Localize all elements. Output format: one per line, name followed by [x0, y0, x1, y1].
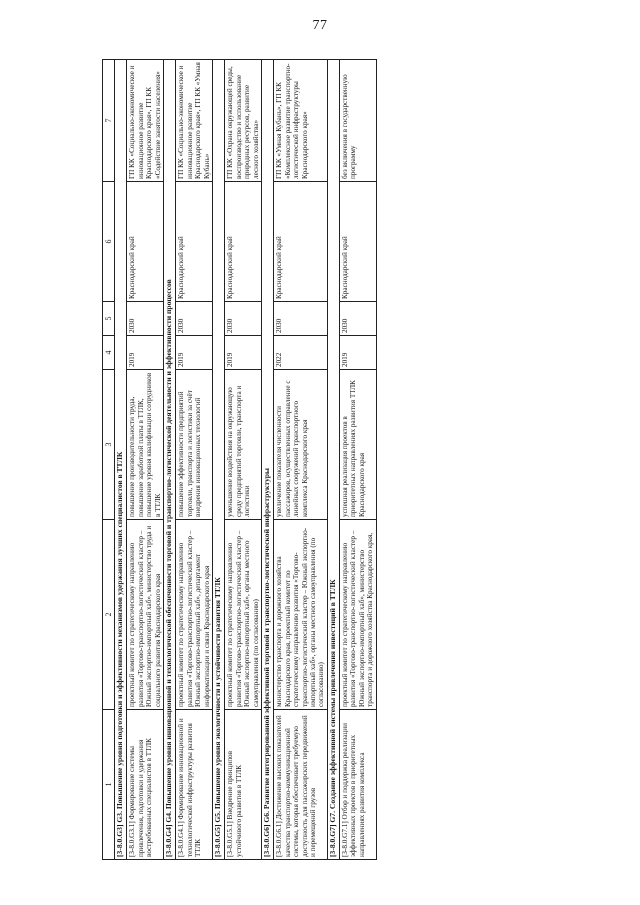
- section-row: [164, 60, 176, 860]
- territory-cell: Краснодарский край: [274, 182, 328, 302]
- responsible-cell: проектный комитет по стратегическому направлению развития «Торгово-транспортно-логистический кластер – Южный экспортно-импортный хаб», органы местного самоуправления (по согласованию): [225, 520, 262, 710]
- start-year-cell: 2019: [176, 336, 213, 370]
- section-row: [213, 60, 225, 860]
- header-cell: 3: [103, 370, 115, 520]
- header-cell: 6: [103, 182, 115, 302]
- measure-cell: [3-8.0.G6.1] Достижение высоких показателей качества транспортно-коммуникационной системы, которая обеспечивает требуемую доступность для пассажирских передвижений и перемещений грузов: [274, 710, 328, 860]
- section-row: [115, 60, 127, 860]
- table-row: [274, 60, 328, 860]
- result-cell: уменьшение воздействия на окружающую среду предприятий торговли, транспорта и логистики: [225, 370, 262, 520]
- section-row: [262, 60, 274, 860]
- section-title: [3-8.0.G4] G4. Повышение уровня инновационной и технологической обеспеченности торговой и транспортно-логистической деятельности и эффективности процессов: [164, 60, 176, 860]
- start-year-cell: 2019: [127, 336, 164, 370]
- responsible-cell: проектный комитет по стратегическому направлению развития «Торгово-транспортно-логистический кластер – Южный экспортно-импортный хаб», министерство транспорта и дорожного хозяйства Краснодарского края,: [339, 520, 376, 710]
- header-cell: 5: [103, 302, 115, 336]
- program-cell: ГП КК «Социально-экономическое и инновационное развитие Краснодарского края», ГП КК «Содействие занятости населения»: [127, 60, 164, 182]
- table-row: [127, 60, 164, 860]
- table-row: [339, 60, 376, 860]
- section-title: [3-8.0.G7] G7. Создание эффективной системы привлечения инвестиций в ТТЛК: [327, 60, 339, 860]
- measure-cell: [3-8.0.G3.1] Формирование системы привлечения, подготовки и удержания востребованных специалистов в ТТЛК: [127, 710, 164, 860]
- result-cell: повышение производительности труда, повышение заработной платы в ТТЛК, повышение уровня квалификации сотрудников в ТТЛК: [127, 370, 164, 520]
- end-year-cell: 2030: [176, 302, 213, 336]
- header-cell: 2: [103, 520, 115, 710]
- start-year-cell: 2022: [274, 336, 328, 370]
- program-cell: без включения в государственную программу: [339, 60, 376, 182]
- section-title: [3-8.0.G5] G5. Повышение уровня экологичности и устойчивости развития ТТЛК: [213, 60, 225, 860]
- responsible-cell: министерство транспорта и дорожного хозяйства Краснодарского края, проектный комитет по стратегическому направлению развития «Торгово-транспортно-логистический кластер – Южный экспортно-импортный хаб», органы местного самоуправления (по согласованию): [274, 520, 328, 710]
- territory-cell: Краснодарский край: [127, 182, 164, 302]
- territory-cell: Краснодарский край: [225, 182, 262, 302]
- table-row: [225, 60, 262, 860]
- responsible-cell: проектный комитет по стратегическому направлению развития «Торгово-транспортно-логистический кластер – Южный экспортно-импортный хаб», министерство труда и социального развития Краснодарского края: [127, 520, 164, 710]
- start-year-cell: 2019: [339, 336, 376, 370]
- measures-table: [102, 59, 377, 860]
- start-year-cell: 2019: [225, 336, 262, 370]
- section-title: [3-8.0.G6] G6. Развитие интегрированной эффективной торговой и транспортно-логистической инфраструктуры: [262, 60, 274, 860]
- result-cell: повышение эффективности предприятий торговли, транспорта и логистики за счёт внедрения инновационных технологий: [176, 370, 213, 520]
- end-year-cell: 2030: [127, 302, 164, 336]
- header-cell: 7: [103, 60, 115, 182]
- responsible-cell: проектный комитет по стратегическому направлению развития «Торгово-транспортно-логистический кластер – Южный экспортно-импортный хаб», департамент информатизации и связи Краснодарского края: [176, 520, 213, 710]
- header-cell: 4: [103, 336, 115, 370]
- program-cell: ГП КК «Умная Кубань», ГП КК «Комплексное развитие транспортно-логистической инфраструктуры Краснодарского края»: [274, 60, 328, 182]
- end-year-cell: 2030: [274, 302, 328, 336]
- end-year-cell: 2030: [339, 302, 376, 336]
- rotated-table-container: [102, 60, 622, 860]
- measure-cell: [3-8.0.G5.1] Внедрение принципов устойчивого развития в ТТЛК: [225, 710, 262, 860]
- measure-cell: [3-8.0.G4.1] Формирование инновационной и технологической инфраструктуры развития ТТЛК: [176, 710, 213, 860]
- header-cell: 1: [103, 710, 115, 860]
- section-row: [327, 60, 339, 860]
- page-number: 77: [312, 18, 328, 33]
- header-row: [103, 60, 115, 860]
- table-row: [176, 60, 213, 860]
- result-cell: успешная реализация проектов в приоритетных направлениях развития ТТЛК Краснодарского края: [339, 370, 376, 520]
- end-year-cell: 2030: [225, 302, 262, 336]
- program-cell: ГП КК «Охрана окружающей среды, воспроизводство и использование природных ресурсов, развитие лесного хозяйства»: [225, 60, 262, 182]
- program-cell: ГП КК «Социально-экономическое и инновационное развитие Краснодарского края», ГП КК «Умная Кубань»: [176, 60, 213, 182]
- section-title: [3-8.0.G3] G3. Повышение уровня подготовки и эффективности механизмов удержания лучших специалистов в ТТЛК: [115, 60, 127, 860]
- territory-cell: Краснодарский край: [339, 182, 376, 302]
- result-cell: увеличение показателя численности пассажиров, осуществленных отправление с линейных сооружений транспортного комплекса Краснодарского края: [274, 370, 328, 520]
- territory-cell: Краснодарский край: [176, 182, 213, 302]
- measure-cell: [3-8.0.G7.1] Отбор и поддержка реализации эффективных проектов в приоритетных направлениях развития комплекса: [339, 710, 376, 860]
